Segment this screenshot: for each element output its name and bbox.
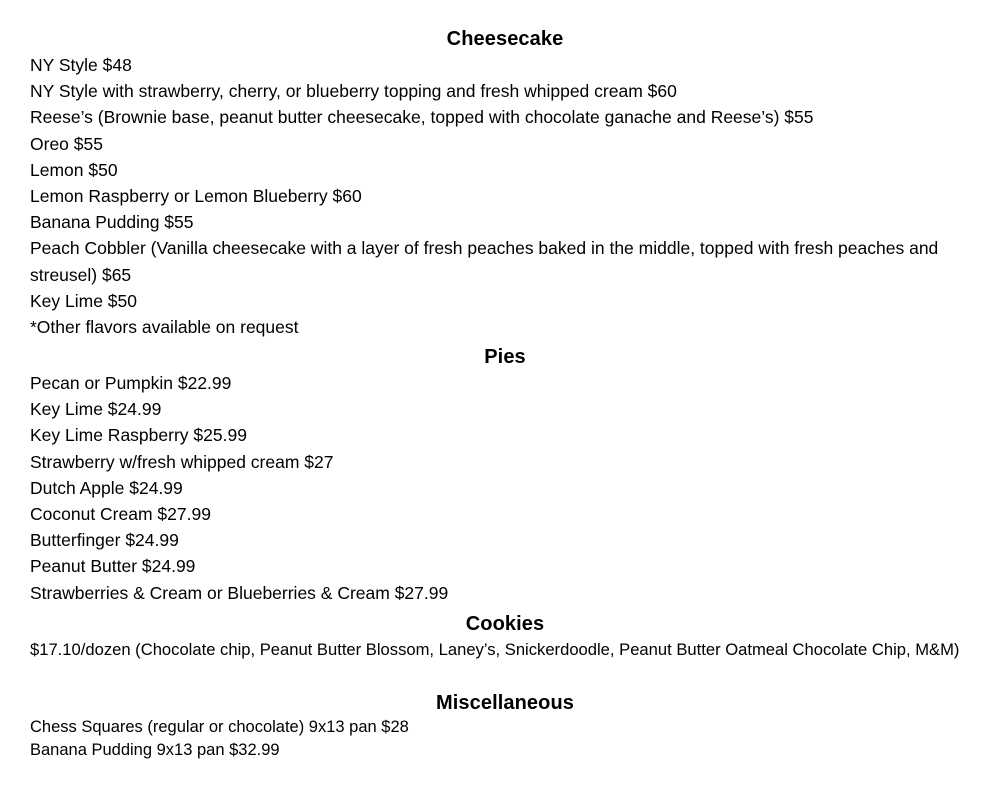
cheesecake-item: NY Style $48 [30,55,132,75]
pie-item: Peanut Butter $24.99 [30,556,196,577]
pie-item: Butterfinger $24.99 [30,530,179,551]
cheesecake-item: NY Style with strawberry, cherry, or blueberry topping and fresh whipped cream $60 [30,81,677,102]
pie-item: Strawberries & Cream or Blueberries & Cream $27.99 [30,582,449,603]
pie-item: Key Lime $24.99 [30,399,162,420]
cheesecake-item: Peach Cobbler (Vanilla cheesecake with a layer of fresh peaches baked in the middle, topped with fresh peaches and streusel) $65 [30,238,939,285]
cheesecake-heading: Cheesecake [446,28,564,50]
pies-heading: Pies [484,346,526,368]
cookies-heading: Cookies [465,613,545,635]
cheesecake-item: Banana Pudding $55 [30,212,194,233]
cookies-section [30,611,980,663]
miscellaneous-section [30,690,980,762]
pie-item: Coconut Cream $27.99 [30,504,211,525]
pies-section [30,344,980,606]
cheesecake-item: *Other flavors available on request [30,317,299,338]
pie-item: Pecan or Pumpkin $22.99 [30,373,232,393]
cheesecake-item: Oreo $55 [30,133,103,154]
pie-item: Dutch Apple $24.99 [30,477,183,498]
cheesecake-item: Lemon $50 [30,159,118,180]
misc-item: Banana Pudding 9x13 pan $32.99 [30,741,280,759]
miscellaneous-heading: Miscellaneous [435,692,575,714]
cheesecake-section [30,26,980,340]
pie-item: Key Lime Raspberry $25.99 [30,425,247,446]
misc-item: Chess Squares (regular or chocolate) 9x13 pan $28 [30,718,409,736]
pie-item: Strawberry w/fresh whipped cream $27 [30,451,334,472]
cookie-item: $17.10/dozen (Chocolate chip, Peanut Butter Blossom, Laney’s, Snickerdoodle, Peanut Butter Oatmeal Chocolate Chip, M&M) [30,640,960,659]
cheesecake-item: Key Lime $50 [30,290,138,311]
cheesecake-item: Lemon Raspberry or Lemon Blueberry $60 [30,186,362,207]
cheesecake-item: Reese’s (Brownie base, peanut butter cheesecake, topped with chocolate ganache and Reese’s) $55 [30,107,814,128]
